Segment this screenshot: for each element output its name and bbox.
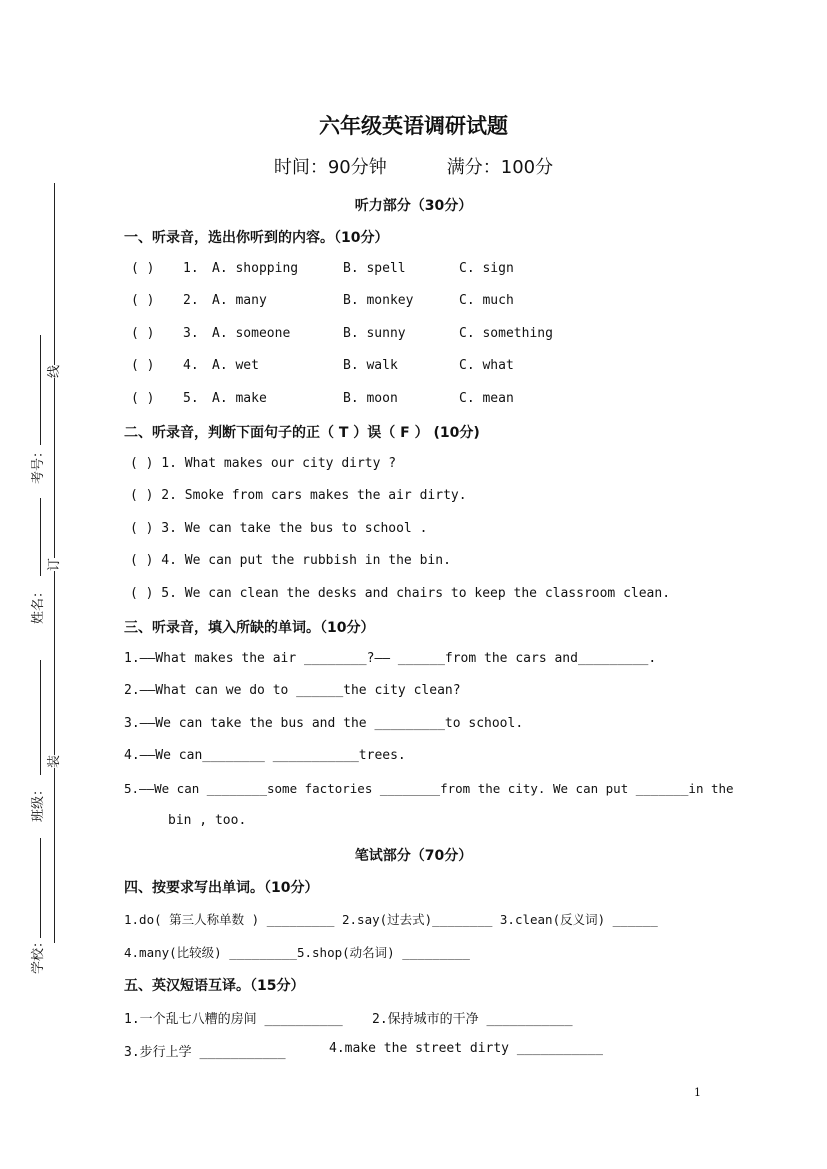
s2-item: ( ) 2. Smoke from cars makes the air dirty. [130, 488, 467, 503]
s2-item: ( ) 1. What makes our city dirty ? [130, 456, 397, 471]
margin-banji-label: 班级： [31, 782, 47, 823]
s3-item: 5.——We can ________some factories ________from the city. We can put _______in the [124, 781, 734, 796]
s1-option-a: A. wet [212, 358, 259, 373]
fill-line-xuexiao [40, 838, 41, 938]
section3-heading: 三、听录音，填入所缺的单词。（10分） [124, 620, 375, 636]
s1-option-c: C. mean [459, 391, 514, 406]
exam-info [0, 153, 827, 179]
s5-item: 1.一个乱七八糟的房间 __________ [124, 1012, 343, 1027]
s3-item: 3.——We can take the bus and the _________to school. [124, 716, 524, 731]
s1-number: 5. [183, 391, 199, 406]
s3-item-continuation: bin , too. [168, 813, 247, 828]
s1-number: 4. [183, 358, 199, 373]
s1-option-b: B. monkey [343, 293, 414, 308]
s5-item: 4.make the street dirty ___________ [329, 1041, 603, 1056]
section4-heading: 四、按要求写出单词。（10分） [124, 880, 319, 896]
s1-bracket: ( ) [131, 358, 155, 373]
margin-xuexiao-label: 学校： [31, 934, 47, 975]
s1-number: 1. [183, 261, 199, 276]
margin-xingming-label: 姓名： [31, 584, 47, 625]
s1-bracket: ( ) [131, 326, 155, 341]
s4-line: 1.do( 第三人称单数 ) _________ 2.say(过去式)________ 3.clean(反义词) ______ [124, 912, 658, 927]
s2-item: ( ) 5. We can clean the desks and chairs to keep the classroom clean. [130, 586, 671, 601]
writing-part-heading: 笔试部分（70分） [354, 848, 473, 864]
s1-bracket: ( ) [131, 391, 155, 406]
margin-xian: 线 [43, 365, 62, 378]
s4-line: 4.many(比较级) _________5.shop(动名词) _________ [124, 945, 470, 960]
s1-option-a: A. make [212, 391, 267, 406]
s1-option-c: C. what [459, 358, 514, 373]
s1-bracket: ( ) [131, 261, 155, 276]
fill-line-xingming [40, 498, 41, 576]
s3-item: 1.——What makes the air ________?—— ______from the cars and_________. [124, 651, 657, 666]
s1-option-a: A. many [212, 293, 267, 308]
s1-option-b: B. moon [343, 391, 398, 406]
s3-item: 2.——What can we do to ______the city clean? [124, 683, 461, 698]
s1-option-c: C. something [459, 326, 553, 341]
s5-item: 3.步行上学 ___________ [124, 1045, 286, 1060]
s5-item: 2.保持城市的干净 ___________ [372, 1012, 573, 1027]
s1-option-b: B. walk [343, 358, 398, 373]
s1-option-c: C. much [459, 293, 514, 308]
section1-heading: 一、听录音，选出你听到的内容。（10分） [124, 230, 389, 246]
s1-option-b: B. spell [343, 261, 406, 276]
fill-line-kaohao [40, 335, 41, 445]
margin-ding: 订 [43, 558, 62, 571]
exam-full-score: 满分：100分 [446, 157, 554, 178]
margin-kaohao-label: 考号： [31, 444, 47, 485]
s1-bracket: ( ) [131, 293, 155, 308]
page-number: 1 [694, 1086, 701, 1099]
exam-time: 时间：90分钟 [273, 157, 387, 178]
s2-item: ( ) 4. We can put the rubbish in the bin. [130, 553, 451, 568]
margin-zhuang: 装 [43, 755, 62, 768]
s1-option-a: A. shopping [212, 261, 299, 276]
fill-line-banji [40, 660, 41, 775]
s1-option-b: B. sunny [343, 326, 406, 341]
page-title: 六年级英语调研试题 [319, 113, 508, 138]
listening-part-heading: 听力部分（30分） [354, 198, 473, 214]
s1-number: 3. [183, 326, 199, 341]
s3-item: 4.——We can________ ___________trees. [124, 748, 406, 763]
section2-heading: 二、听录音，判断下面句子的正（ T ）误（ F ） (10分) [124, 425, 480, 441]
s1-number: 2. [183, 293, 199, 308]
s2-item: ( ) 3. We can take the bus to school . [130, 521, 428, 536]
s1-option-a: A. someone [212, 326, 291, 341]
section5-heading: 五、英汉短语互译。（15分） [124, 978, 305, 994]
s1-option-c: C. sign [459, 261, 514, 276]
